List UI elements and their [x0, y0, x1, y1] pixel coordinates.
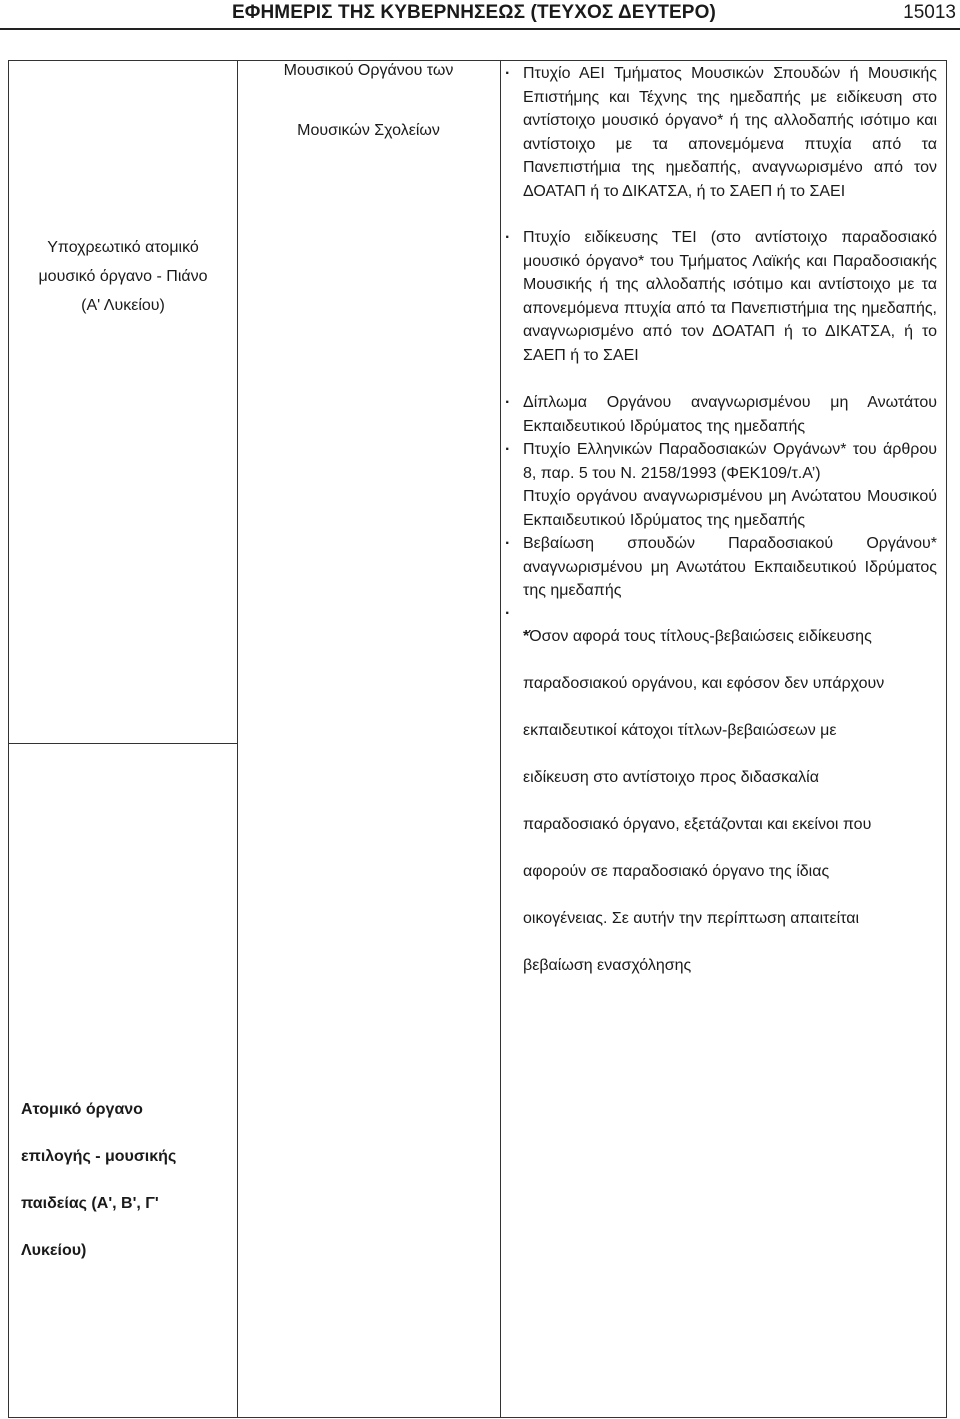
bullet: · [505, 605, 511, 622]
category-line: Μουσικών Σχολείων [297, 122, 440, 139]
subject-line: μουσικό όργανο - Πιάνο [38, 268, 208, 285]
qualification-text: Πτυχίο ΑΕΙ Τμήματος Μουσικών Σπουδών ή Μουσικής Επιστήμης και Τέχνης της ημεδαπής με ειδίκευση στο αντίστοιχο μουσικό όργανο* ή της αλλοδαπής ισότιμο και αντίστοιχο με τα απονεμόμενα πτυχία από τα Πανεπιστήμια της ημεδαπής, αναγνωρισμένο από τον ΔΟΑΤΑΠ ή το ΔΙΚΑΤΣΑ, ή το ΣΑΕΠ ή το ΣΑΕΙ [523, 65, 937, 200]
row-divider [9, 743, 237, 744]
qualification-text: Πτυχίο Ελληνικών Παραδοσιακών Οργάνων* του άρθρου 8, παρ. 5 του Ν. 2158/1993 (ΦΕΚ109/τ.Α’) [523, 441, 937, 482]
qualification-item [505, 226, 937, 367]
subject-cell-piano [9, 236, 237, 318]
footnote-line [523, 628, 872, 646]
page-number: 15013 [903, 2, 956, 23]
qualification-text: Βεβαίωση σπουδών Παραδοσιακού Οργάνου* αναγνωρισμένου μη Ανωτάτου Εκπαιδευτικού Ιδρύματος της ημεδαπής [523, 535, 937, 599]
qualification-text: Πτυχίο οργάνου αναγνωρισμένου μη Ανώτατου Μουσικού Εκπαιδευτικού Ιδρύματος της ημεδαπής [523, 488, 937, 529]
bullet: · [505, 535, 511, 552]
footnote-text: Όσον αφορά τους τίτλους-βεβαιώσεις ειδίκευσης [529, 628, 872, 645]
subject-line: (Α' Λυκείου) [81, 297, 165, 314]
subject-line: παιδείας (Α', Β', Γ' [21, 1195, 159, 1212]
footnote-line: αφορούν σε παραδοσιακό όργανο της ίδιας [523, 863, 830, 880]
subject-line: Λυκείου) [21, 1242, 87, 1259]
subject-line: Ατομικό όργανο [21, 1101, 143, 1118]
qualification-item [505, 62, 937, 203]
column-divider [500, 61, 501, 1417]
footnote-line: βεβαίωση ενασχόλησης [523, 957, 692, 974]
bullet: · [505, 394, 511, 411]
page-header [0, 0, 960, 30]
subject-line: επιλογής - μουσικής [21, 1148, 177, 1165]
footnote-line: εκπαιδευτικοί κάτοχοι τίτλων-βεβαιώσεων με [523, 722, 837, 739]
footnote-line: ειδίκευση στο αντίστοιχο προς διδασκαλία [523, 769, 819, 786]
qualification-item [505, 391, 937, 438]
qualification-text: Δίπλωμα Οργάνου αναγνωρισμένου μη Ανωτάτου Εκπαιδευτικού Ιδρύματος της ημεδαπής [523, 394, 937, 435]
header-rule [0, 28, 960, 30]
qualification-item [505, 438, 937, 485]
qualification-item [505, 532, 937, 603]
subject-line: Υποχρεωτικό ατομικό [47, 239, 199, 256]
footnote-star: * [523, 628, 530, 645]
gazette-title: ΕΦΗΜΕΡΙΣ ΤΗΣ ΚΥΒΕΡΝΗΣΕΩΣ (ΤΕΥΧΟΣ ΔΕΥΤΕΡΟ) [232, 2, 716, 23]
category-line: Μουσικού Οργάνου των [283, 62, 454, 79]
bullet: · [505, 65, 511, 82]
bullet: · [505, 441, 511, 458]
footnote-line: παραδοσιακού οργάνου, και εφόσον δεν υπάρχουν [523, 675, 885, 692]
footnote-line: παραδοσιακό όργανο, εξετάζονται και εκείνοι που [523, 816, 872, 833]
bullet: · [505, 229, 511, 246]
footnote-line: οικογένειας. Σε αυτήν την περίπτωση απαιτείται [523, 910, 860, 927]
column-divider [237, 61, 238, 1417]
qualification-text: Πτυχίο ειδίκευσης ΤΕΙ (στο αντίστοιχο παραδοσιακό μουσικό όργανο* του Τμήματος Λαϊκής και Παραδοσιακής Μουσικής ή της αλλοδαπής ισότιμο και αντίστοιχο με τα απονεμόμενα πτυχία από τα Πανεπιστήμια της ημεδαπής, αναγνωρισμένο από τον ΔΟΑΤΑΠ ή το ΔΙΚΑΤΣΑ, ή το ΣΑΕΠ ή το ΣΑΕΙ [523, 229, 937, 364]
qualification-item [505, 485, 937, 532]
qualifications-table [8, 60, 947, 1418]
